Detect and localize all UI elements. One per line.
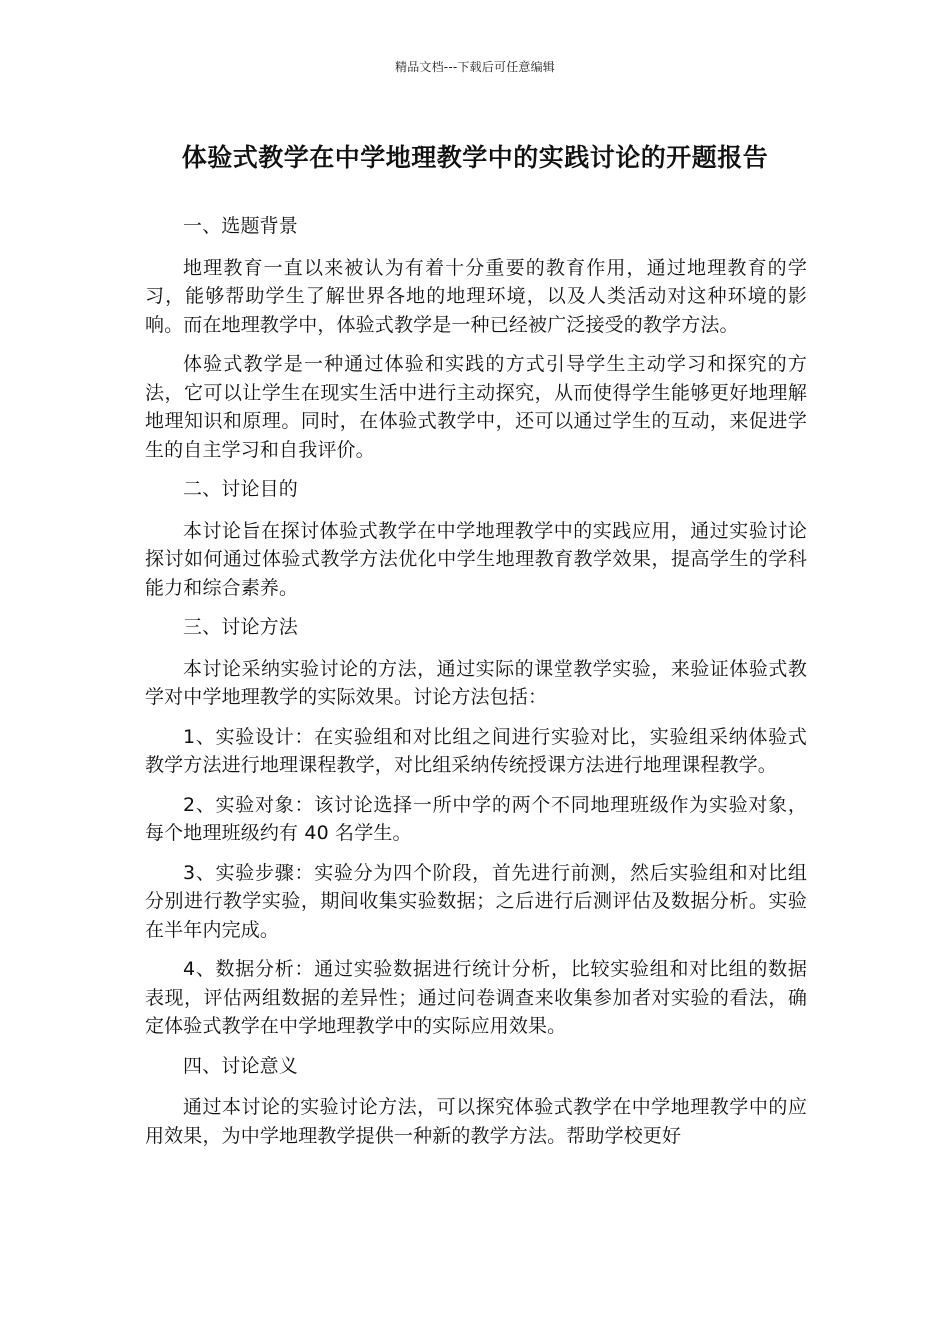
paragraph-method-intro: 本讨论采纳实验讨论的方法，通过实际的课堂教学实验，来验证体验式教学对中学地理教学的实际效果。讨论方法包括：	[145, 657, 807, 708]
paragraph-significance: 通过本讨论的实验讨论方法，可以探究体验式教学在中学地理教学中的应用效果，为中学地理教学提供一种新的教学方法。帮助学校更好	[145, 1096, 807, 1147]
method-item-analysis: 4、数据分析：通过实验数据进行统计分析，比较实验组和对比组的数据表现，评估两组数据的差异性；通过问卷调查来收集参加者对实验的看法，确定体验式教学在中学地理教学中的实际应用效果。	[145, 958, 807, 1037]
paragraph-background-2: 体验式教学是一种通过体验和实践的方式引导学生主动学习和探究的方法，它可以让学生在现实生活中进行主动探究，从而使得学生能够更好地理解地理知识和原理。同时，在体验式教学中，还可以通过学生的互动，来促进学生的自主学习和自我评价。	[145, 353, 807, 461]
section-heading-background: 一、选题背景	[183, 215, 298, 237]
method-item-subjects: 2、实验对象：该讨论选择一所中学的两个不同地理班级作为实验对象，每个地理班级约有 40 名学生。	[145, 793, 807, 844]
method-item-design: 1、实验设计：在实验组和对比组之间进行实验对比，实验组采纳体验式教学方法进行地理课程教学，对比组采纳传统授课方法进行地理课程教学。	[145, 725, 807, 776]
section-heading-method: 三、讨论方法	[183, 616, 298, 638]
method-item-steps: 3、实验步骤：实验分为四个阶段，首先进行前测，然后实验组和对比组分别进行教学实验，期间收集实验数据；之后进行后测评估及数据分析。实验在半年内完成。	[145, 861, 807, 941]
document-title: 体验式教学在中学地理教学中的实践讨论的开题报告	[181, 143, 769, 172]
section-heading-purpose: 二、讨论目的	[183, 478, 298, 500]
paragraph-background-1: 地理教育一直以来被认为有着十分重要的教育作用，通过地理教育的学习，能够帮助学生了解世界各地的地理环境，以及人类活动对这种环境的影响。而在地理教学中，体验式教学是一种已经被广泛接受的教学方法。	[145, 256, 807, 336]
section-heading-significance: 四、讨论意义	[183, 1054, 298, 1077]
paragraph-purpose: 本讨论旨在探讨体验式教学在中学地理教学中的实践应用，通过实验讨论探讨如何通过体验式教学方法优化中学生地理教育教学效果，提高学生的学科能力和综合素养。	[145, 519, 807, 599]
header-note: 精品文档---下载后可任意编辑	[395, 60, 555, 74]
document-body	[145, 212, 807, 1161]
